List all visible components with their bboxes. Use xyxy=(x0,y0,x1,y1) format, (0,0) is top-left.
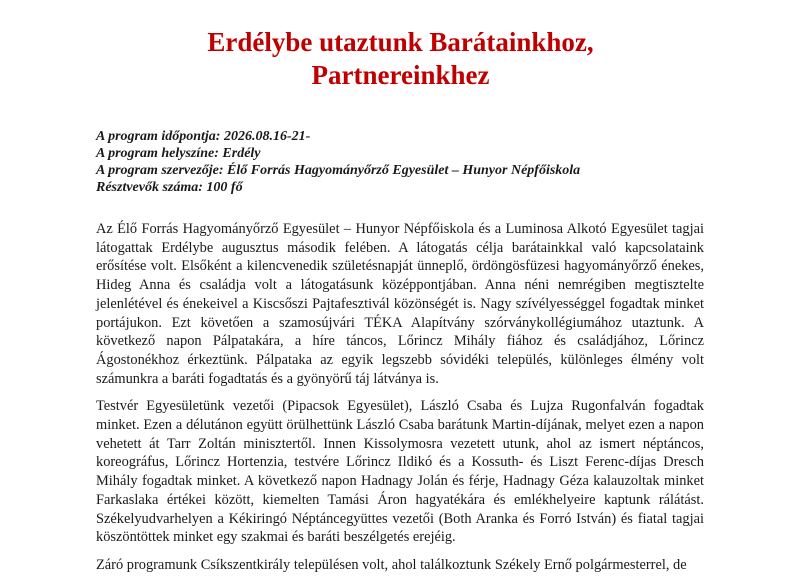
article-body xyxy=(96,220,704,584)
program-date: A program időpontja: 2026.08.16-21- xyxy=(96,129,311,144)
program-organizer: A program szervezője: Élő Forrás Hagyományőrző Egyesület – Hunyor Népfőiskola xyxy=(96,163,581,178)
page-title-line-1: Erdélybe utaztunk Barátainkhoz, xyxy=(207,27,594,57)
paragraph-1: Az Élő Forrás Hagyományőrző Egyesület – Hunyor Népfőiskola és a Luminosa Alkotó Egyesület tagjai látogattak Erdélybe augusztus második felében. A látogatás célja barátainkkal való kapcsolataink erősítése volt. Elsőként a kilencvenedik születésnapját ünneplő, ördöngösfüzesi hagyományőrző énekes, Hideg Anna és családja volt a látogatásunk középpontjában. Anna néni nemrégiben megtisztelte jelenlétével és énekeivel a Kiscsőszi Pajtafesztivál közönségét is. Nagy szívélyességgel fogadtak minket portájukon. Ezt követően a szamosújvári TÉKA Alapítvány szórványkollégiumához utaztunk. A következő napon Pálpatakára, a híre táncos, Lőrincz Mihály fiához és családjához, Lőrincz Ágostonékhoz érkeztünk. Pálpataka az egyik legszebb sóvidéki település, különleges élmény volt számunkra a baráti fogadtatás és a gyönyörű táj látványa is. xyxy=(96,221,704,387)
page-title xyxy=(0,26,801,92)
page-title-line-2: Partnereinkhez xyxy=(311,60,490,90)
paragraph-2: Testvér Egyesületünk vezetői (Pipacsok Egyesület), László Csaba és Lujza Rugonfalván fogadtak minket. Ezen a délutánon együtt örülhettünk László Csaba barátunk Martin-díjának, melyet ezen a napon vehetett át Tarr Zoltán minisztertől. Innen Kissolymosra vezetett utunk, ahol az ismert néptáncos, koreográfus, Lőrincz Hortenzia, testvére Lőrincz Ildikó és a Kossuth- és Liszt Ferenc-díjas Dresch Mihály fogadtak minket. A következő napon Hadnagy Jolán és férje, Hadnagy Géza kalauzoltak minket Farkaslaka értékei között, kiemelten Tamási Áron hagyatékára és emlékhelyeire kaptunk rálátást. Székelyudvarhelyen a Kékiringó Néptáncegyüttes vezetői (Both Aranka és Forró István) és fiatal tagjai köszöntöttek minket egy szakmai és baráti beszélgetés erejéig. xyxy=(96,398,704,546)
paragraph-3: Záró programunk Csíkszentkirály településen volt, ahol találkoztunk Székely Ernő polgármesterrel, de xyxy=(96,556,687,573)
program-participants: Résztvevők száma: 100 fő xyxy=(96,180,243,195)
program-location: A program helyszíne: Erdély xyxy=(96,146,261,161)
program-details xyxy=(96,128,736,196)
